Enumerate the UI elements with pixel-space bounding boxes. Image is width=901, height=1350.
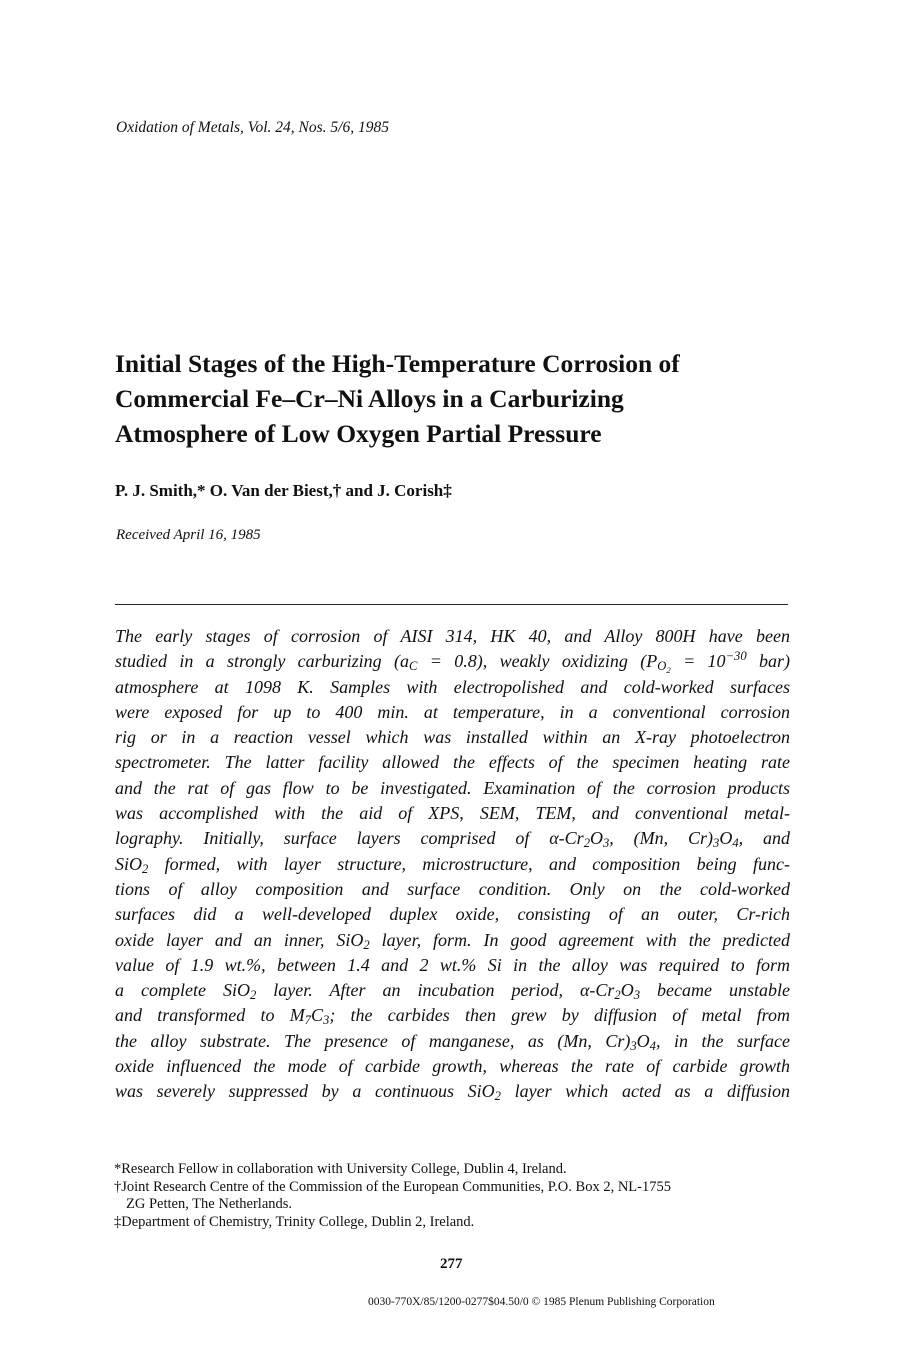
- title-line: Commercial Fe–Cr–Ni Alloys in a Carburizing: [115, 384, 624, 413]
- abstract-line: rig or in a reaction vessel which was installed within an X-ray photoelectron: [115, 727, 790, 748]
- journal-citation: Oxidation of Metals, Vol. 24, Nos. 5/6, 1985: [116, 119, 389, 136]
- footnotes: [114, 1161, 804, 1231]
- abstract-line: and the rat of gas flow to be investigated. Examination of the corrosion products: [115, 777, 790, 798]
- author-list: P. J. Smith,* O. Van der Biest,† and J. Corish‡: [115, 481, 452, 500]
- abstract-line: atmosphere at 1098 K. Samples with electropolished and cold-worked surfaces: [115, 676, 790, 697]
- abstract-line: SiO$_2$ formed, with layer structure, microstructure, and composition being func-: [115, 853, 790, 876]
- abstract-line: value of 1.9 wt.%, between 1.4 and 2 wt.% Si in the alloy was required to form: [115, 954, 790, 975]
- section-divider: [115, 604, 788, 605]
- abstract-line: was accomplished with the aid of XPS, SEM, TEM, and conventional metal-: [115, 803, 790, 824]
- abstract-line: lography. Initially, surface layers comprised of $\alpha-Cr_2O_3$, (Mn, $Cr)_3O_4$, and: [115, 828, 791, 851]
- abstract-line: studied in a strongly carburizing $(a_C = 0.8)$, weakly oxidizing ($P_{O_2} = 10^{-30}$ bar): [115, 649, 790, 676]
- abstract-line: were exposed for up to 400 min. at temperature, in a conventional corrosion: [115, 701, 790, 722]
- abstract-line: was severely suppressed by a continuous SiO$_2$ layer which acted as a diffusion: [115, 1081, 790, 1104]
- abstract-line: surfaces did a well-developed duplex oxide, consisting of an outer, Cr-rich: [115, 904, 790, 925]
- footnote: ‡Department of Chemistry, Trinity College, Dublin 2, Ireland.: [114, 1213, 475, 1230]
- received-date: Received April 16, 1985: [116, 527, 261, 543]
- abstract-line: oxide layer and an inner, SiO$_2$ layer, form. In good agreement with the predicted: [115, 929, 790, 952]
- page-number: 277: [440, 1256, 463, 1272]
- copyright-imprint: 0030-770X/85/1200-0277$04.50/0 © 1985 Plenum Publishing Corporation: [368, 1296, 715, 1308]
- footnote: *Research Fellow in collaboration with University College, Dublin 4, Ireland.: [114, 1161, 567, 1177]
- title-line: Initial Stages of the High-Temperature Corrosion of: [115, 349, 680, 378]
- abstract-line: a complete SiO$_2$ layer. After an incubation period, $\alpha-Cr_2O_3$ became unstable: [115, 980, 790, 1003]
- abstract-line: the alloy substrate. The presence of manganese, as (Mn, $Cr)_3O_4$, in the surface: [115, 1030, 790, 1053]
- abstract-line: spectrometer. The latter facility allowed the effects of the specimen heating rate: [115, 752, 790, 773]
- abstract: [115, 624, 790, 1105]
- title-line: Atmosphere of Low Oxygen Partial Pressure: [115, 419, 602, 448]
- footnote-continuation: ZG Petten, The Netherlands.: [126, 1196, 293, 1212]
- abstract-line: The early stages of corrosion of AISI 314, HK 40, and Alloy 800H have been: [115, 626, 790, 646]
- article-title: [115, 346, 815, 451]
- abstract-line: tions of alloy composition and surface condition. Only on the cold-worked: [115, 878, 790, 899]
- abstract-line: and transformed to $M_7C_3$; the carbides then grew by diffusion of metal from: [115, 1005, 791, 1028]
- footnote: †Joint Research Centre of the Commission of the European Communities, P.O. Box 2, NL-1755: [114, 1178, 671, 1195]
- abstract-line: oxide influenced the mode of carbide growth, whereas the rate of carbide growth: [115, 1056, 790, 1077]
